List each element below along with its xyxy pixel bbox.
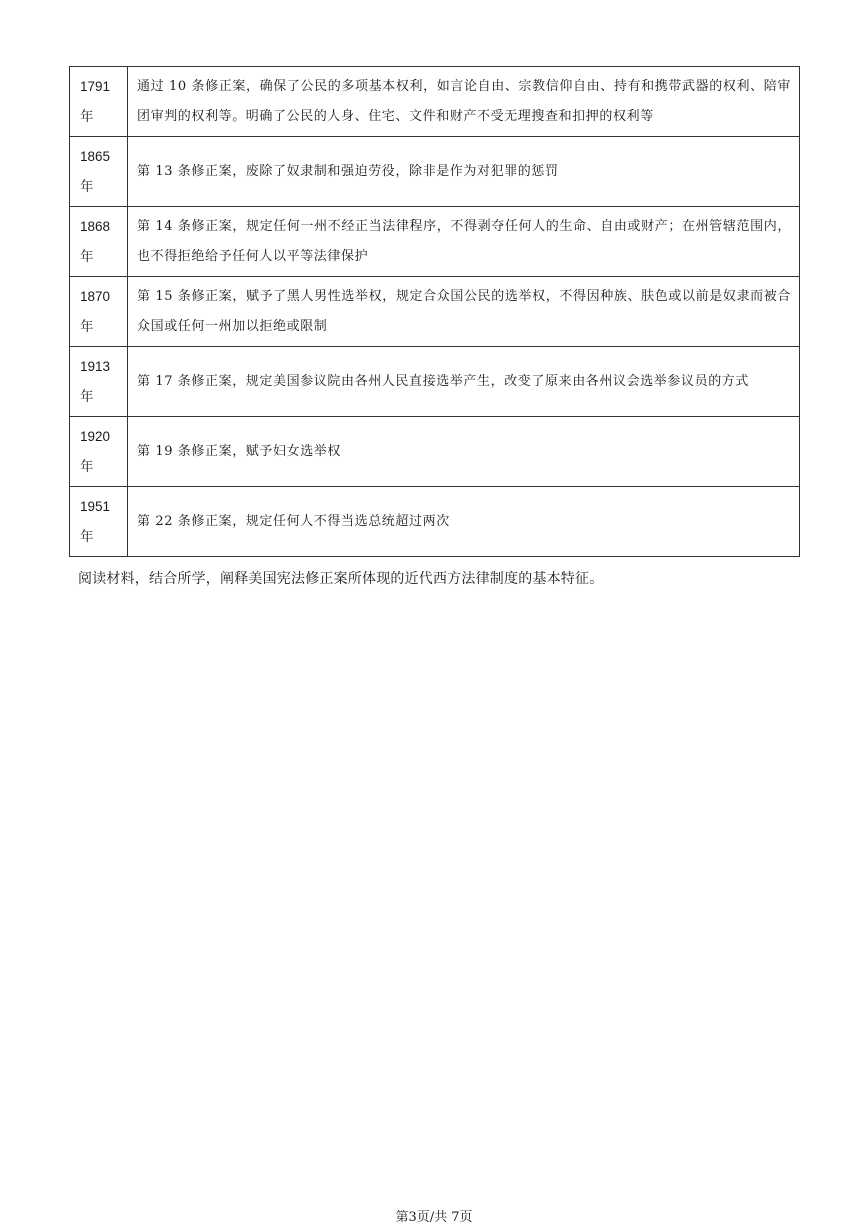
table-row bbox=[70, 137, 800, 207]
year-cell bbox=[70, 347, 128, 417]
amendment-description: 第 15 条修正案，赋予了黑人男性选举权，规定合众国公民的选举权，不得因种族、肤色或以前是奴隶而被合众国或任何一州加以拒绝或限制 bbox=[128, 277, 800, 347]
year-suffix: 年 bbox=[80, 108, 94, 124]
year-suffix: 年 bbox=[80, 528, 94, 544]
year-cell bbox=[70, 137, 128, 207]
year-number: 1868 bbox=[80, 218, 111, 234]
year-cell bbox=[70, 67, 128, 137]
year-suffix: 年 bbox=[80, 178, 94, 194]
year-suffix: 年 bbox=[80, 458, 94, 474]
amendments-table bbox=[69, 66, 800, 557]
year-number: 1791 bbox=[80, 78, 111, 94]
table-row bbox=[70, 417, 800, 487]
amendment-description: 第 13 条修正案，废除了奴隶制和强迫劳役，除非是作为对犯罪的惩罚 bbox=[128, 137, 800, 207]
year-number: 1913 bbox=[80, 358, 111, 374]
table-row bbox=[70, 207, 800, 277]
page-footer: 第3页/共 7页 bbox=[395, 1210, 473, 1225]
year-number: 1920 bbox=[80, 428, 111, 444]
table-row bbox=[70, 277, 800, 347]
amendment-description: 第 14 条修正案，规定任何一州不经正当法律程序，不得剥夺任何人的生命、自由或财产；在州管辖范围内，也不得拒绝给予任何人以平等法律保护 bbox=[128, 207, 800, 277]
year-cell bbox=[70, 277, 128, 347]
year-suffix: 年 bbox=[80, 248, 94, 264]
year-cell bbox=[70, 207, 128, 277]
table-row bbox=[70, 487, 800, 557]
amendment-description: 第 19 条修正案，赋予妇女选举权 bbox=[128, 417, 800, 487]
year-suffix: 年 bbox=[80, 388, 94, 404]
year-number: 1865 bbox=[80, 148, 111, 164]
question-prompt: 阅读材料，结合所学，阐释美国宪法修正案所体现的近代西方法律制度的基本特征。 bbox=[78, 571, 604, 587]
table-row bbox=[70, 347, 800, 417]
year-cell bbox=[70, 417, 128, 487]
amendment-description: 通过 10 条修正案，确保了公民的多项基本权利，如言论自由、宗教信仰自由、持有和携带武器的权利、陪审团审判的权利等。明确了公民的人身、住宅、文件和财产不受无理搜查和扣押的权利等 bbox=[128, 67, 800, 137]
table-row bbox=[70, 67, 800, 137]
year-suffix: 年 bbox=[80, 318, 94, 334]
amendment-description: 第 17 条修正案，规定美国参议院由各州人民直接选举产生，改变了原来由各州议会选举参议员的方式 bbox=[128, 347, 800, 417]
year-number: 1951 bbox=[80, 498, 111, 514]
year-cell bbox=[70, 487, 128, 557]
amendment-description: 第 22 条修正案，规定任何人不得当选总统超过两次 bbox=[128, 487, 800, 557]
year-number: 1870 bbox=[80, 288, 111, 304]
